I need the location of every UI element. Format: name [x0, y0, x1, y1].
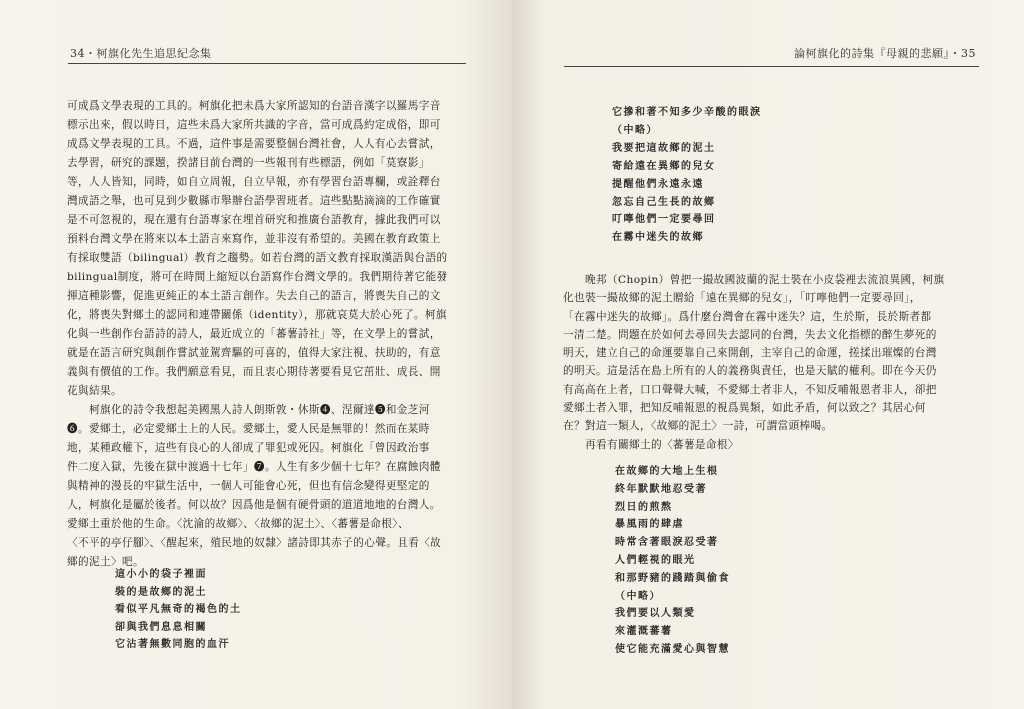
text-line: 揮這種影響，促進更純正的本土語言創作。失去自己的語言，將喪失自己的文: [67, 290, 441, 302]
text-line: （中略）: [612, 124, 658, 136]
text-line: 愛鄉土重於他的生命。〈沈淪的故鄉〉、〈故鄉的泥土〉、〈蕃薯是命根〉、: [67, 518, 409, 530]
text-line: 在？對這一類人，〈故鄉的泥土〉一詩，可謂當頭棒喝。: [563, 420, 833, 433]
text-line: 去學習，研究的課題，揆諸目前台灣的一些報刊有些標語，例如「莫寮影」: [67, 157, 430, 169]
text-line: 化與一些創作台語詩的詩人，最近成立的「蕃薯詩社」等，在文學上的嘗試，: [67, 328, 441, 340]
right-page: [512, 0, 1024, 709]
text-line: 它沾著無數同胞的血汗: [115, 639, 230, 650]
text-line: 再看有關鄉土的〈蕃薯是命根〉: [563, 438, 739, 451]
text-line: 忽忘自己生長的故鄉: [612, 196, 716, 208]
text-line: 花與結果。: [67, 385, 122, 397]
text-line: 裝的是故鄉的泥土: [115, 586, 207, 598]
text-line: 義與有價值的工作。我們願意看見，而且衷心期待著要看見它茁壯、成長、開: [67, 366, 441, 378]
text-line: （中略）: [615, 590, 661, 602]
text-line: 是不可忽視的，現在還有台語專家在埋首研究和推廣台語教育，據此我們可以: [67, 214, 441, 226]
text-line: ❻。愛鄉土，必定愛鄉土上的人民。愛鄉土，愛人民是無罪的！然而在某時: [67, 423, 430, 435]
text-line: 它摻和著不知多少辛酸的眼淚: [612, 107, 762, 118]
text-line: 明天，建立自己的命運要靠自己來開創，主宰自己的命運，搓揉出璀燦的台灣: [563, 347, 937, 360]
poem-excerpt: [612, 104, 762, 247]
body-text: [563, 271, 945, 454]
text-line: 人們輕視的眼光: [615, 554, 696, 566]
text-line: 標示出來，假以時日，這些未爲大家所共識的字音，當可成爲約定成俗，即可: [67, 119, 441, 131]
text-line: 使它能充滿愛心與智慧: [615, 643, 730, 655]
text-line: 預料台灣文學在將來以本土語言來寫作，並非沒有希望的。美國在教育政策上: [67, 233, 441, 245]
text-line: 終年默默地忍受著: [615, 483, 707, 495]
text-line: 〈不平的亭仔腳〉、〈醒起來，殖民地的奴隸〉諸詩即其赤子的心聲。且看〈故: [67, 537, 442, 549]
text-line: 暴風雨的肆虐: [615, 519, 684, 531]
text-line: 時常含著眼淚忍受著: [615, 537, 719, 549]
text-line: 和那野豬的踐踏與偷食: [615, 572, 730, 584]
text-line: 件二度入獄，先後在獄中渡過十七年」❼。人生有多少個十七年？在腐蝕肉體: [67, 461, 441, 473]
text-line: 在霧中迷失的故鄉: [612, 232, 704, 244]
body-text: [67, 97, 448, 572]
text-line: bilingual制度，將可在時間上縮短以台語寫作台灣文學的。我們期待著它能發: [67, 271, 448, 283]
text-line: 化也裝一撮故鄉的泥土贈給「遠在異鄉的兒女」，「叮嚀他們一定要尋回」，: [563, 292, 921, 305]
text-line: 一清二楚。問題在於如何去尋回失去認同的台灣，失去文化指標的醉生夢死的: [563, 328, 937, 341]
text-line: 柯旗化的詩令我想起美國黑人詩人朗斯敦・休斯❹、涅爾達❺和金芝河: [67, 404, 430, 416]
text-line: 「在霧中迷失的故鄉」。爲什麼台灣會在霧中迷失？這，生於斯，長於斯者都: [563, 310, 932, 323]
text-line: 這小小的袋子裡面: [115, 569, 207, 580]
text-line: 化，將喪失對鄉土的認同和連帶關係（identity），那就哀莫大於心死了。柯旗: [67, 309, 447, 321]
text-line: 看似平凡無奇的褐色的土: [115, 604, 242, 615]
text-line: 來灌溉蕃薯: [615, 626, 673, 638]
text-line: 烈日的煎熬: [615, 501, 673, 513]
text-line: 灣成語之舉，也可見到少數縣市舉辦台語學習班者。這些點點滴滴的工作確實: [67, 195, 441, 207]
text-line: 在故鄉的大地上生根: [615, 466, 719, 477]
text-line: 寄給遠在異鄉的兒女: [612, 160, 716, 172]
text-line: 我要把這故鄉的泥土: [612, 142, 716, 154]
running-header-left: 34・柯旗化先生追思紀念集: [70, 47, 212, 60]
text-line: 提醒他們永遠永遠: [612, 178, 704, 190]
text-line: 愛鄉土者入罪，把知反哺報恩的視爲異類，如此矛盾，何以致之？其居心何: [563, 402, 926, 415]
text-line: 卻與我們息息相關: [115, 621, 207, 633]
text-line: 有採取雙語（bilingual）教育之趨勢。如若台灣的語文教育採取漢語與台語的: [67, 252, 448, 264]
text-line: 與精神的漫長的牢獄生活中，一個人可能會心死，但也有信念變得更堅定的: [67, 480, 430, 492]
text-line: 地，某種政權下，這些有良心的人卻成了罪犯或死囚。柯旗化「曾因政治事: [67, 442, 430, 454]
text-line: 就是在語言研究與創作嘗試並駕齊驅的可喜的，值得大家注視、扶助的，有意: [67, 347, 441, 359]
text-line: 有高高在上者，口口聲聲大喊，不愛鄉土者非人，不知反哺報恩者非人，卻把: [563, 383, 937, 396]
poem-excerpt: [615, 463, 730, 659]
text-line: 叮嚀他們一定要尋回: [612, 214, 716, 226]
running-header-right: 論柯旗化的詩集『母親的悲願』・35: [794, 47, 976, 60]
text-line: 我們要以人類愛: [615, 608, 696, 620]
header-rule: [68, 63, 466, 64]
text-line: 的明天。這是活在島上所有的人的義務與責任，也是天賦的權利。即在今天仍: [563, 365, 937, 378]
text-line: 等，人人皆知，同時，如自立周報，自立早報，亦有學習台語專欄，或詮釋台: [67, 176, 441, 188]
text-line: 人，柯旗化是屬於後者。何以故？因爲他是個有硬骨頭的道道地地的台灣人。: [67, 499, 441, 511]
poem-excerpt: [115, 566, 242, 654]
text-line: 可成爲文學表現的工具的。柯旗化把未爲大家所認知的台語音漢字以羅馬字音: [67, 100, 441, 112]
header-rule: [564, 66, 979, 67]
text-line: 成爲文學表現的工具。不過，這件事是需要整個台灣社會，人人有心去嘗試，: [67, 138, 441, 150]
text-line: 晚邦（Chopin）曾把一撮故國波蘭的泥土裝在小皮袋裡去流浪異國，柯旗: [563, 274, 945, 286]
text-line: 鄉的泥土〉吧。: [67, 556, 144, 568]
